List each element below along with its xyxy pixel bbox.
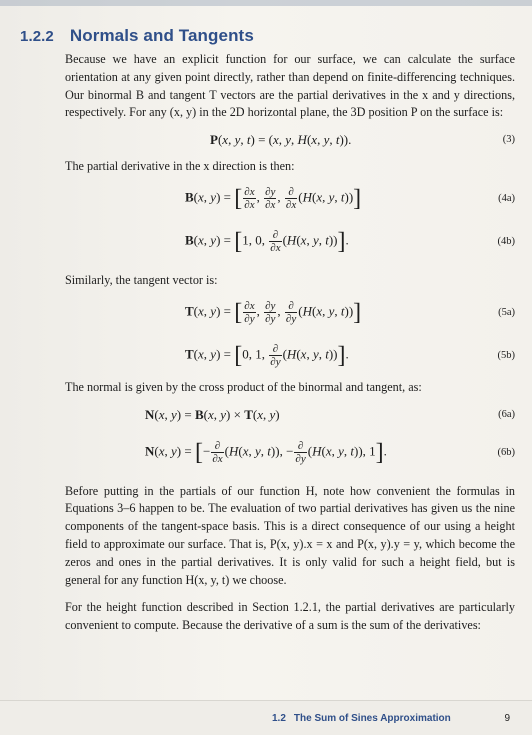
top-rule xyxy=(0,0,532,6)
equation-6a xyxy=(65,400,515,430)
equation-6a-tag: (6a) xyxy=(498,408,515,420)
equation-6b-tag: (6b) xyxy=(497,446,515,458)
paragraph-partial-x: The partial derivative in the x direction is then: xyxy=(65,159,295,174)
equation-4b-math: B(x, y) = [1, 0, $\frac{\partial}{\partial x}$ (H(x, y, t))]. xyxy=(185,228,349,255)
section-heading xyxy=(20,26,254,46)
equation-5b xyxy=(65,336,515,376)
page-footer xyxy=(0,700,532,735)
equation-5a-tag: (5a) xyxy=(498,306,515,318)
equation-4a xyxy=(65,179,515,219)
footer-section-number: 1.2 xyxy=(272,713,286,724)
page-body xyxy=(65,51,515,635)
equation-5b-math: T(x, y) = [0, 1, $\frac{\partial}{\partial y}$ (H(x, y, t))]. xyxy=(185,342,349,369)
paragraph-intro: Because we have an explicit function for our surface, we can calculate the surface orientation at any given point directly, rather than depend on finite-differencing techniques. Our binormal B and tangent T vectors are the partial derivatives in the x and y directions, respectively. For any (x, y) in the 2D horizontal plane, the 3D position P on the surface is: xyxy=(65,52,515,120)
equation-6a-math: N(x, y) = B(x, y) × T(x, y) xyxy=(145,406,280,422)
page-number: 9 xyxy=(504,713,510,724)
section-title: Normals and Tangents xyxy=(69,26,254,45)
equation-4a-tag: (4a) xyxy=(498,193,515,205)
paragraph-height-function: For the height function described in Section 1.2.1, the partial derivatives are particularly convenient to compute. Because the derivative of a sum is the sum of the derivatives: xyxy=(65,600,515,633)
equation-5a-math: T(x, y) = [ $\frac{\partial x}{\partial y}$ , $\frac{\partial y}{\partial y}$ , $\frac{\partial}{\partial y}$ (H(x, y, t))] xyxy=(185,299,362,326)
paragraph-tangent: Similarly, the tangent vector is: xyxy=(65,272,218,287)
equation-3-tag: (3) xyxy=(502,134,515,146)
equation-5b-tag: (5b) xyxy=(497,349,515,361)
equation-6b-math: N(x, y) = [− $\frac{\partial}{\partial x}$ (H(x, y, t)), − $\frac{\partial}{\partial y}$ (H(x, y, t)), 1]. xyxy=(145,439,387,466)
paragraph-partials: Before putting in the partials of our function H, note how convenient the formulas in Equations 3–6 happen to be. The evaluation of two partial derivatives has given us the nine components of the tangent-space basis. This is a direct consequence of our using a height field to approximate our surface. That is, P(x, y).x = x and P(x, y).y = y, which become the zeros and ones in the partial derivatives. It is only valid for such a height field, but is general for any function H(x, y, t) we choose. xyxy=(65,483,515,587)
section-number: 1.2.2 xyxy=(20,28,54,45)
footer-section-title: The Sum of Sines Approximation xyxy=(293,713,451,724)
equation-4b xyxy=(65,222,515,262)
footer-section xyxy=(272,713,451,724)
equation-4a-math: B(x, y) = [ $\frac{\partial x}{\partial x}$ , $\frac{\partial y}{\partial x}$ , $\frac{\partial}{\partial x}$ (H(x, y, t))] xyxy=(185,185,362,212)
equation-4b-tag: (4b) xyxy=(497,236,515,248)
equation-5a xyxy=(65,293,515,333)
equation-3 xyxy=(65,125,515,155)
equation-6b xyxy=(65,433,515,473)
paragraph-normal: The normal is given by the cross product of the binormal and tangent, as: xyxy=(65,379,422,394)
equation-3-math: P(x, y, t) = (x, y, H(x, y, t)). xyxy=(210,132,352,148)
